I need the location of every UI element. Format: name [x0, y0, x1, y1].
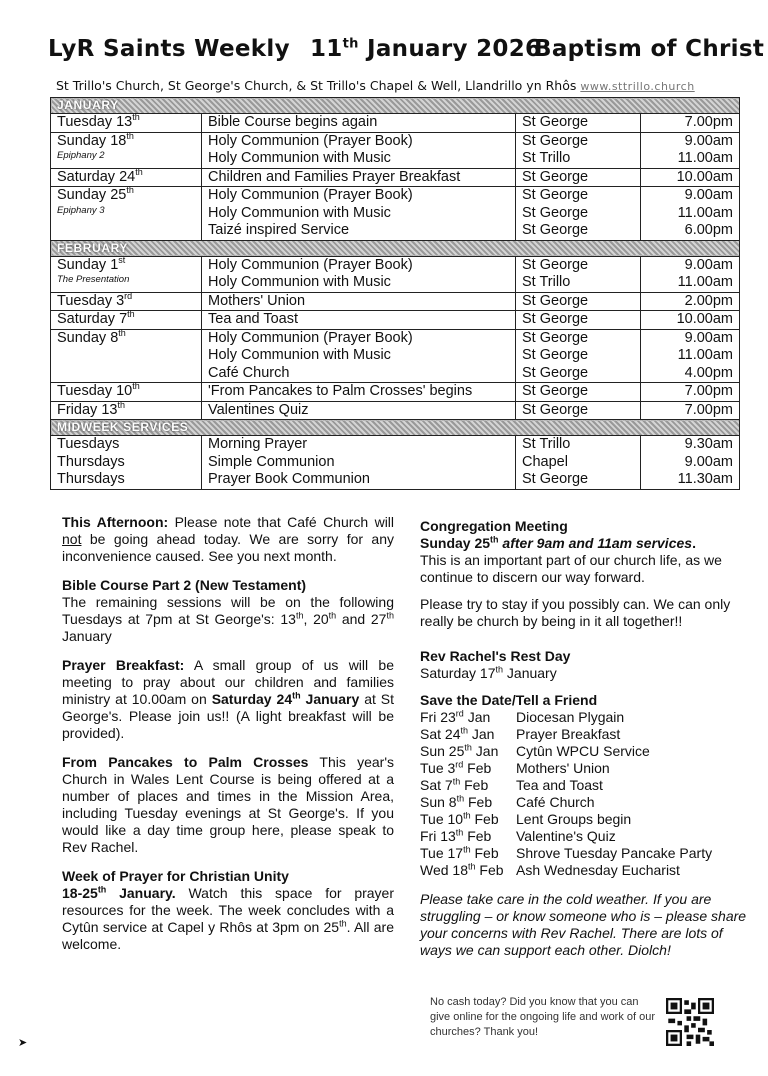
day-label: Saturday 24 [57, 168, 136, 185]
place-cell [516, 311, 641, 330]
save-date-month: Feb [463, 760, 492, 776]
day-cell [51, 114, 202, 133]
website-link[interactable]: www.sttrillo.church [580, 80, 695, 93]
midweek-day: Thursdays [57, 453, 125, 470]
event-time: 11.00am [677, 347, 733, 363]
event-cell [202, 383, 516, 402]
place-cell [516, 256, 641, 292]
day-cell [51, 383, 202, 402]
day-suffix: th [135, 166, 143, 177]
save-date-event: Ash Wednesday Eucharist [516, 862, 680, 878]
congregation-plea: Please try to stay if you possibly can. We can only really be church by being in it all together!! [420, 596, 731, 629]
day-label: Tuesday 10 [57, 383, 133, 399]
save-date-month: Feb [463, 828, 492, 844]
newsletter-title: LyR Saints Weekly [48, 36, 290, 62]
event-name: Holy Communion with Music [208, 204, 391, 221]
day-cell [51, 187, 202, 241]
save-date-event: Valentine's Quiz [516, 828, 616, 844]
venue-name: St George [522, 383, 589, 399]
day-label: Tuesday 13 [57, 114, 133, 130]
place-cell [516, 168, 641, 187]
event-name: Holy Communion (Prayer Book) [208, 329, 413, 346]
save-the-date: Save the Date/Tell a Friend Fri 23rd Jan Diocesan Plygain Sat 24th Jan Prayer Breakfast Sun 25th Jan Cytûn WPCU Service Tue 3rd Feb Mothers' Union Sat 7th Feb Tea and Toast Sun 8th Feb Café Church Tue 10th Feb Lent Groups begin Fri 13th Feb Valentine's Quiz Tue 17th Feb Shrove Tuesday Pancake Party Wed 18th Feb Ash Wednesday Eucharist [420, 692, 752, 879]
event-time: 9.00am [684, 132, 733, 149]
save-date-event: Tea and Toast [516, 777, 603, 793]
event-name: Holy Communion (Prayer Book) [208, 256, 413, 273]
pancakes-notice: From Pancakes to Palm Crosses This year's Church in Wales Lent Course is being offered at a number of places and times in the Mission Area, including Tuesday evenings at St George's. If you would like a day time group here, please speak to Rev Rachel. [62, 754, 395, 855]
event-cell [202, 256, 516, 292]
event-name: Valentines Quiz [208, 401, 309, 418]
save-date-suffix: th [463, 844, 471, 855]
day-label: Sunday 18 [57, 132, 127, 149]
save-date-item [420, 760, 752, 777]
event-name: Holy Communion (Prayer Book) [208, 132, 413, 149]
save-date [420, 743, 516, 760]
event-cell [202, 168, 516, 187]
event-name: Tea and Toast [208, 311, 299, 327]
churches-text: St Trillo's Church, St George's Church, & St Trillo's Chapel & Well, Llandrillo yn Rhôs [56, 78, 577, 93]
venue-name: St George [522, 329, 589, 346]
save-date-item [420, 709, 752, 726]
schedule-row [51, 168, 740, 187]
event-time: 7.00pm [684, 383, 733, 399]
place-cell [516, 114, 641, 133]
day-label: Saturday 7 [57, 311, 128, 327]
time-cell [641, 292, 740, 311]
save-date-month: Feb [470, 811, 499, 827]
save-date-event: Diocesan Plygain [516, 709, 625, 725]
save-date-event: Lent Groups begin [516, 811, 632, 827]
save-date-day: Tue 10 [420, 811, 464, 827]
schedule-row [51, 329, 740, 383]
month-header [51, 98, 740, 114]
save-date-day: Fri 13 [420, 828, 456, 844]
day-cell [51, 292, 202, 311]
day-suffix: th [126, 130, 134, 141]
save-date [420, 862, 516, 879]
venue-name: St George [522, 204, 589, 221]
save-date-suffix: rd [455, 708, 464, 719]
weather-notice: Please take care in the cold weather. If you are struggling – or know someone who is – please share your concerns with Rev Rachel. There are lots of ways we can support each other. Diolch! [420, 891, 747, 958]
day-cell [51, 311, 202, 330]
event-cell [202, 401, 516, 420]
venue-name: St George [522, 364, 589, 381]
prayer-breakfast-notice: Prayer Breakfast: A small group of us will be meeting to pray about our children and families ministry at 10.00am on Saturday 24th January at St George's. Please join us!! (A light breakfast will be provided). [62, 657, 395, 741]
save-date-month: Jan [468, 726, 495, 742]
event-time: 11.00am [677, 274, 733, 290]
schedule-row [51, 114, 740, 133]
event-name: Simple Communion [208, 453, 335, 470]
bible-course-notice: Bible Course Part 2 (New Testament) The remaining sessions will be on the following Tuesdays at 7pm at St George's: 13th, 20th and 27th January [62, 577, 394, 644]
save-date-item [420, 777, 752, 794]
venue-name: St Trillo [522, 436, 571, 452]
save-date-month: Feb [464, 794, 493, 810]
save-date-day: Sun 25 [420, 743, 465, 759]
time-cell [641, 401, 740, 420]
time-cell [641, 256, 740, 292]
midweek-cell [641, 436, 740, 490]
event-time: 2.00pm [684, 292, 733, 309]
save-date [420, 709, 516, 726]
save-date-day: Sat 7 [420, 777, 453, 793]
save-date-event: Café Church [516, 794, 595, 810]
save-date-item [420, 811, 752, 828]
event-cell [202, 329, 516, 383]
midweek-row [51, 436, 740, 490]
liturgical-note: The Presentation [57, 274, 130, 285]
place-cell [516, 383, 641, 402]
congregation-meeting: Congregation Meeting Sunday 25th after 9am and 11am services. This is an important part of our church life, as we continue to discern our way forward. [420, 518, 722, 585]
event-cell [202, 311, 516, 330]
place-cell [516, 132, 641, 168]
scan-mark: ➤ [18, 1037, 28, 1049]
event-time: 4.00pm [684, 364, 733, 381]
event-name: Holy Communion with Music [208, 274, 391, 290]
event-cell [202, 187, 516, 241]
left-column [62, 514, 394, 965]
midweek-day: Tuesdays [57, 436, 120, 452]
event-time: 9.00am [684, 256, 733, 273]
day-suffix: rd [124, 290, 133, 301]
save-date-suffix: th [452, 776, 461, 787]
month-label: MIDWEEK SERVICES [51, 420, 740, 436]
save-date [420, 726, 516, 743]
day-cell [51, 168, 202, 187]
midweek-day: Thursdays [57, 471, 125, 487]
event-time: 9.00am [684, 329, 733, 346]
time-cell [641, 383, 740, 402]
event-name: Morning Prayer [208, 436, 308, 452]
venue-name: St George [522, 401, 589, 418]
schedule-row [51, 187, 740, 241]
day-suffix: th [118, 327, 126, 338]
day-label: Sunday 25 [57, 187, 127, 203]
event-time: 7.00pm [684, 114, 733, 130]
save-date-month: Jan [471, 743, 499, 759]
day-suffix: th [127, 309, 135, 320]
place-cell [516, 187, 641, 241]
day-label: Sunday 8 [57, 329, 119, 346]
time-cell [641, 168, 740, 187]
giving-note: No cash today? Did you know that you can give online for the ongoing life and work of our churches? Thank you! [430, 996, 656, 1038]
services-table [50, 97, 740, 490]
day-suffix: th [132, 381, 140, 392]
save-date-month: Jan [463, 709, 491, 725]
month-header [51, 420, 740, 436]
day-label: Tuesday 3 [57, 292, 125, 309]
save-date-suffix: th [455, 827, 464, 838]
save-date-day: Wed 18 [420, 862, 468, 878]
save-date-month: Feb [475, 862, 504, 878]
month-label: FEBRUARY [51, 240, 740, 256]
venue-name: St George [522, 256, 589, 273]
event-name: Café Church [208, 364, 290, 381]
save-date-month: Feb [460, 777, 489, 793]
event-cell [202, 114, 516, 133]
liturgical-note: Epiphany 3 [57, 204, 105, 216]
event-time: 9.30am [684, 436, 733, 452]
save-date [420, 777, 516, 794]
event-name: 'From Pancakes to Palm Crosses' begins [208, 383, 473, 399]
midweek-cell [51, 436, 202, 490]
venue-name: St George [522, 347, 589, 363]
event-name: Holy Communion (Prayer Book) [208, 187, 413, 203]
event-time: 11.30am [677, 471, 733, 487]
save-date-suffix: th [464, 742, 472, 753]
save-date [420, 811, 516, 828]
churches-line [56, 78, 746, 93]
event-cell [202, 132, 516, 168]
venue-name: St George [522, 222, 589, 238]
save-date-suffix: rd [455, 759, 464, 770]
event-name: Children and Families Prayer Breakfast [208, 168, 461, 185]
venue-name: Chapel [522, 453, 568, 470]
place-cell [516, 329, 641, 383]
day-cell [51, 401, 202, 420]
event-name: Prayer Book Communion [208, 471, 370, 487]
venue-name: St George [522, 292, 589, 309]
event-name: Holy Communion with Music [208, 150, 391, 166]
save-date-item [420, 845, 752, 862]
place-cell [516, 292, 641, 311]
save-date-day: Sat 24 [420, 726, 461, 742]
time-cell [641, 311, 740, 330]
save-date-day: Sun 8 [420, 794, 457, 810]
save-date-suffix: th [456, 793, 465, 804]
save-date-event: Shrove Tuesday Pancake Party [516, 845, 713, 861]
day-cell [51, 256, 202, 292]
schedule-row [51, 132, 740, 168]
unity-notice: Week of Prayer for Christian Unity 18-25th January. Watch this space for prayer resources for the week. The week concludes with a Cytûn service at Capel y Rhôs at 3pm on 25th. All are welcome. [62, 868, 395, 952]
save-date-event: Mothers' Union [516, 760, 610, 776]
event-cell [202, 292, 516, 311]
day-suffix: th [132, 112, 140, 123]
day-label: Sunday 1 [57, 256, 119, 273]
save-date-month: Feb [470, 845, 499, 861]
schedule-row [51, 311, 740, 330]
venue-name: St Trillo [522, 150, 571, 166]
save-date-item [420, 743, 752, 760]
event-time: 9.00am [684, 453, 733, 470]
newsletter-header [48, 30, 765, 68]
event-time: 11.00am [677, 204, 733, 221]
liturgical-note: Epiphany 2 [57, 150, 105, 161]
event-name: Mothers' Union [208, 292, 306, 309]
day-cell [51, 132, 202, 168]
save-date [420, 845, 516, 862]
save-date-suffix: th [460, 725, 468, 736]
occasion-title: Baptism of Christ [534, 36, 765, 62]
time-cell [641, 329, 740, 383]
month-label: JANUARY [51, 98, 740, 114]
day-suffix: th [126, 185, 134, 196]
venue-name: St George [522, 471, 589, 487]
day-label: Friday 13 [57, 401, 118, 418]
save-date-event: Cytûn WPCU Service [516, 743, 650, 759]
schedule-row [51, 401, 740, 420]
save-date [420, 794, 516, 811]
midweek-cell [202, 436, 516, 490]
venue-name: St George [522, 311, 589, 327]
day-suffix: th [117, 399, 125, 410]
time-cell [641, 114, 740, 133]
event-time: 6.00pm [684, 222, 733, 238]
venue-name: St George [522, 168, 589, 185]
save-date-event: Prayer Breakfast [516, 726, 621, 742]
rest-day: Rev Rachel's Rest Day Saturday 17th January [420, 648, 571, 681]
save-date-day: Tue 3 [420, 760, 456, 776]
save-date [420, 760, 516, 777]
time-cell [641, 187, 740, 241]
venue-name: St George [522, 132, 589, 149]
day-suffix: st [118, 254, 126, 265]
right-column [420, 518, 752, 971]
month-header [51, 240, 740, 256]
save-date [420, 828, 516, 845]
time-cell [641, 132, 740, 168]
schedule-row [51, 383, 740, 402]
venue-name: St George [522, 114, 589, 130]
event-name: Bible Course begins again [208, 114, 378, 130]
event-name: Taizé inspired Service [208, 222, 350, 238]
save-date-item [420, 862, 752, 879]
event-time: 7.00pm [684, 401, 733, 418]
event-time: 10.00am [676, 311, 733, 327]
save-date-item [420, 794, 752, 811]
venue-name: St George [522, 187, 589, 203]
venue-name: St Trillo [522, 274, 571, 290]
event-name: Holy Communion with Music [208, 347, 391, 363]
save-date-day: Tue 17 [420, 845, 464, 861]
afternoon-notice: This Afternoon: Please note that Café Church will not be going ahead today. We are sorry for any inconvenience caused. See you next month. [62, 514, 395, 564]
save-date-item [420, 828, 752, 845]
schedule-row [51, 292, 740, 311]
save-date-suffix: th [468, 861, 476, 872]
event-time: 9.00am [684, 187, 733, 203]
place-cell [516, 401, 641, 420]
save-date-item [420, 726, 752, 743]
event-time: 10.00am [676, 168, 733, 185]
qr-code-icon[interactable] [666, 998, 714, 1046]
save-date-day: Fri 23 [420, 709, 456, 725]
midweek-cell [516, 436, 641, 490]
schedule-row [51, 256, 740, 292]
day-cell [51, 329, 202, 383]
event-time: 11.00am [677, 150, 733, 166]
save-date-suffix: th [463, 810, 471, 821]
newsletter-date: 11th January 2026 [310, 36, 542, 62]
